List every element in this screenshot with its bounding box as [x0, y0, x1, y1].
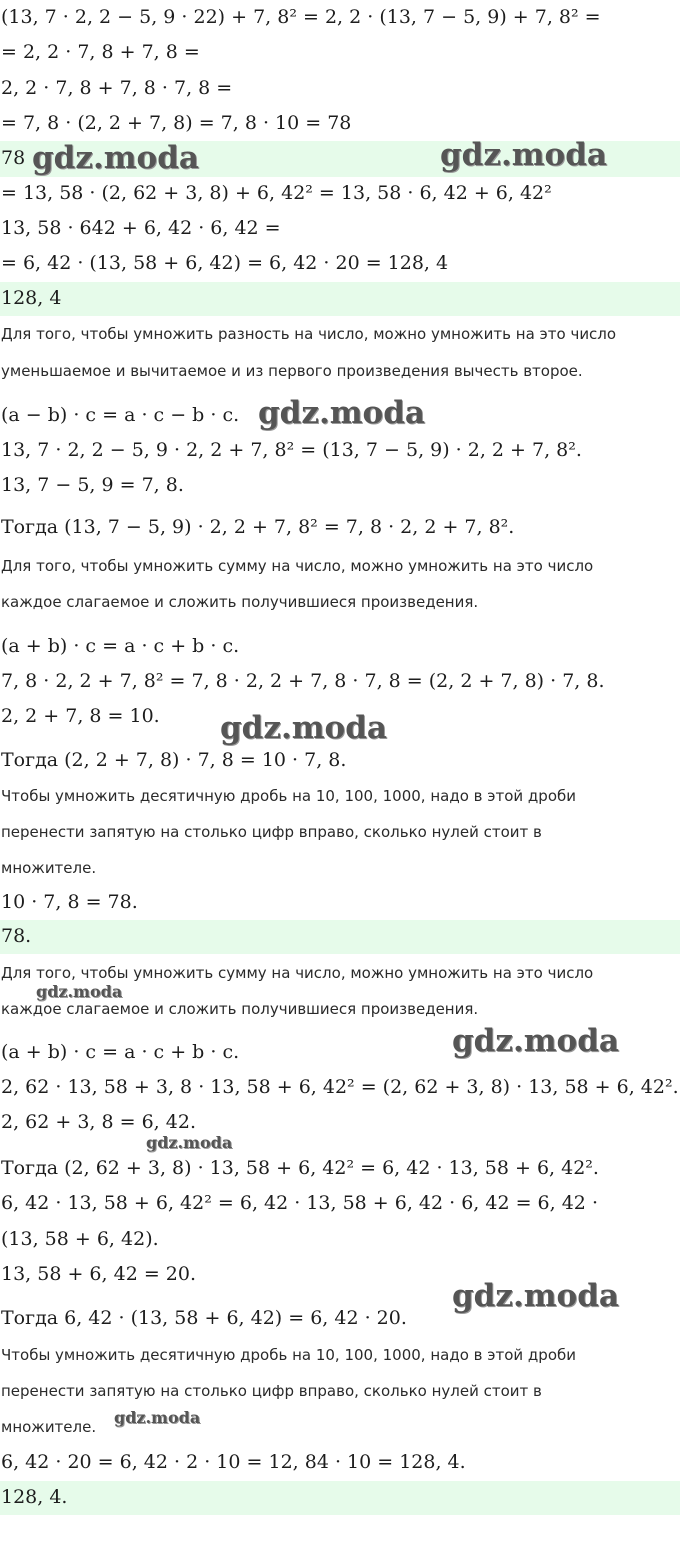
- solution-line: (13, 58 + 6, 42).: [1, 1228, 159, 1250]
- solution-line: 2, 2 · 7, 8 + 7, 8 · 7, 8 =: [1, 77, 233, 99]
- watermark-logo: gdz.moda: [440, 137, 607, 173]
- watermark-logo: gdz.moda: [36, 982, 123, 1001]
- watermark-logo: gdz.moda: [452, 1023, 619, 1059]
- watermark-logo: gdz.moda: [114, 1408, 201, 1427]
- solution-line: = 2, 2 · 7, 8 + 7, 8 =: [1, 41, 200, 63]
- solution-line: 2, 62 · 13, 58 + 3, 8 · 13, 58 + 6, 42² = (2, 62 + 3, 8) · 13, 58 + 6, 42².: [1, 1076, 679, 1098]
- solution-line: = 13, 58 · (2, 62 + 3, 8) + 6, 42² = 13, 58 · 6, 42 + 6, 42²: [1, 182, 552, 204]
- formula-line: (a + b) · c = a · c + b · c.: [1, 1041, 240, 1063]
- solution-line: = 7, 8 · (2, 2 + 7, 8) = 7, 8 · 10 = 78: [1, 112, 352, 134]
- watermark-logo: gdz.moda: [32, 140, 199, 176]
- solution-line: 13, 58 · 642 + 6, 42 · 6, 42 =: [1, 217, 281, 239]
- solution-line: 13, 7 − 5, 9 = 7, 8.: [1, 474, 184, 496]
- explanation-text: Для того, чтобы умножить сумму на число, можно умножить на это число: [1, 557, 594, 575]
- explanation-text: множителе.: [1, 859, 97, 877]
- solution-line: 7, 8 · 2, 2 + 7, 8² = 7, 8 · 2, 2 + 7, 8 · 7, 8 = (2, 2 + 7, 8) · 7, 8.: [1, 670, 605, 692]
- solution-line: (13, 7 · 2, 2 − 5, 9 · 22) + 7, 8² = 2, 2 · (13, 7 − 5, 9) + 7, 8² =: [1, 6, 601, 28]
- answer-line: 78: [1, 147, 26, 169]
- explanation-text: Для того, чтобы умножить сумму на число, можно умножить на это число: [1, 964, 594, 982]
- solution-line: Тогда (2, 2 + 7, 8) · 7, 8 = 10 · 7, 8.: [1, 749, 347, 771]
- watermark-logo: gdz.moda: [146, 1133, 233, 1152]
- solution-line: 13, 58 + 6, 42 = 20.: [1, 1263, 196, 1285]
- answer-line: 78.: [1, 925, 32, 947]
- solution-line: 6, 42 · 13, 58 + 6, 42² = 6, 42 · 13, 58 + 6, 42 · 6, 42 = 6, 42 ·: [1, 1192, 598, 1214]
- explanation-text: уменьшаемое и вычитаемое и из первого произведения вычесть второе.: [1, 362, 583, 380]
- explanation-text: Чтобы умножить десятичную дробь на 10, 100, 1000, надо в этой дроби: [1, 1346, 576, 1364]
- answer-line: 128, 4: [1, 287, 62, 309]
- explanation-text: каждое слагаемое и сложить получившиеся произведения.: [1, 1000, 479, 1018]
- solution-line: Тогда (13, 7 − 5, 9) · 2, 2 + 7, 8² = 7, 8 · 2, 2 + 7, 8².: [1, 516, 515, 538]
- solution-line: 6, 42 · 20 = 6, 42 · 2 · 10 = 12, 84 · 10 = 128, 4.: [1, 1451, 466, 1473]
- explanation-text: множителе.: [1, 1418, 97, 1436]
- solution-line: 2, 2 + 7, 8 = 10.: [1, 705, 160, 727]
- explanation-text: Для того, чтобы умножить разность на число, можно умножить на это число: [1, 325, 617, 343]
- solution-line: Тогда 6, 42 · (13, 58 + 6, 42) = 6, 42 · 20.: [1, 1307, 407, 1329]
- explanation-text: перенести запятую на столько цифр вправо, сколько нулей стоит в: [1, 823, 542, 841]
- formula-line: (a − b) · c = a · c − b · c.: [1, 404, 240, 426]
- explanation-text: перенести запятую на столько цифр вправо, сколько нулей стоит в: [1, 1382, 542, 1400]
- explanation-text: каждое слагаемое и сложить получившиеся произведения.: [1, 593, 479, 611]
- watermark-logo: gdz.moda: [452, 1278, 619, 1314]
- answer-line: 128, 4.: [1, 1486, 68, 1508]
- solution-line: = 6, 42 · (13, 58 + 6, 42) = 6, 42 · 20 = 128, 4: [1, 252, 449, 274]
- watermark-logo: gdz.moda: [220, 710, 387, 746]
- explanation-text: Чтобы умножить десятичную дробь на 10, 100, 1000, надо в этой дроби: [1, 787, 576, 805]
- solution-line: 2, 62 + 3, 8 = 6, 42.: [1, 1111, 196, 1133]
- solution-line: Тогда (2, 62 + 3, 8) · 13, 58 + 6, 42² = 6, 42 · 13, 58 + 6, 42².: [1, 1157, 599, 1179]
- solution-line: 13, 7 · 2, 2 − 5, 9 · 2, 2 + 7, 8² = (13, 7 − 5, 9) · 2, 2 + 7, 8².: [1, 439, 582, 461]
- formula-line: (a + b) · c = a · c + b · c.: [1, 635, 240, 657]
- watermark-logo: gdz.moda: [258, 395, 425, 431]
- solution-line: 10 · 7, 8 = 78.: [1, 891, 138, 913]
